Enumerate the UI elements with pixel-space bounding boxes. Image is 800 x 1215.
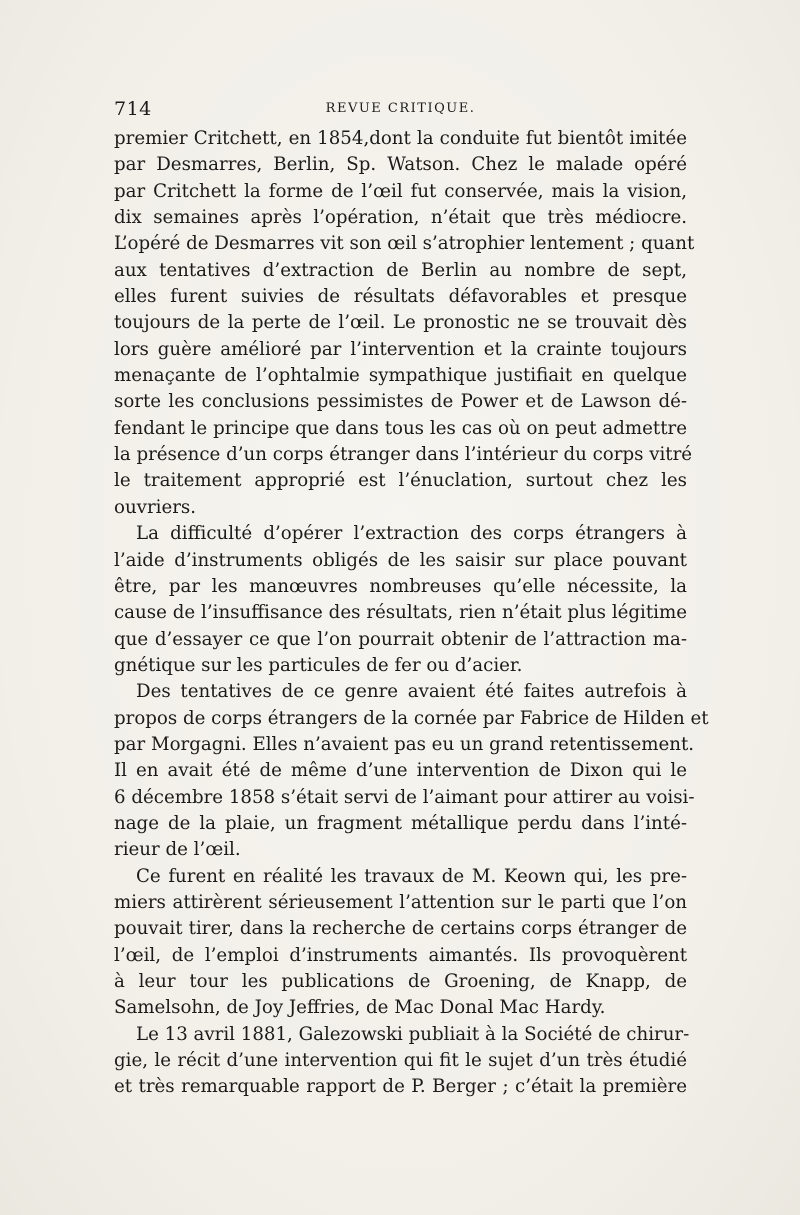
text-line: toujours de la perte de l’œil. Le pronostic ne se trouvait dès — [114, 312, 687, 334]
text-line: lors guère amélioré par l’intervention et la crainte toujours — [114, 338, 687, 360]
text-line: Il en avait été de même d’une intervention de Dixon qui le — [114, 760, 687, 782]
running-head: REVUE CRITIQUE. — [325, 101, 476, 116]
page-number: 714 — [114, 98, 152, 120]
text-line: Des tentatives de ce genre avaient été faites autrefois à — [136, 681, 687, 703]
text-line: gnétique sur les particules de fer ou d’acier. — [114, 654, 523, 676]
text-line: menaçante de l’ophtalmie sympathique justifiait en quelque — [114, 365, 687, 387]
text-line: fendant le principe que dans tous les cas où on peut admettre — [114, 417, 687, 439]
text-line: gie, le récit d’une intervention qui fit le sujet d’un très étudié — [114, 1050, 687, 1072]
text-line: par Desmarres, Berlin, Sp. Watson. Chez le malade opéré — [114, 154, 687, 176]
text-line: que d’essayer ce que l’on pourrait obtenir de l’attraction ma- — [114, 628, 687, 650]
text-line: par Morgagni. Elles n’avaient pas eu un grand retentissement. — [114, 733, 695, 755]
text-line: l’œil, de l’emploi d’instruments aimantés. Ils provoquèrent — [114, 944, 687, 966]
text-line: sorte les conclusions pessimistes de Power et de Lawson dé- — [114, 391, 687, 413]
page-header — [114, 98, 687, 126]
text-line: premier Critchett, en 1854,dont la conduite fut bientôt imitée — [114, 128, 687, 149]
text-line: rieur de l’œil. — [114, 839, 241, 861]
text-line: L’opéré de Desmarres vit son œil s’atrophier lentement ; quant — [114, 233, 695, 255]
text-line: propos de corps étrangers de la cornée par Fabrice de Hilden et — [114, 707, 709, 729]
text-line: 6 décembre 1858 s’était servi de l’aimant pour attirer au voisi- — [114, 786, 695, 808]
text-line: nage de la plaie, un fragment métallique perdu dans l’inté- — [114, 812, 687, 834]
text-line: elles furent suivies de résultats défavorables et presque — [114, 286, 687, 308]
text-line: dix semaines après l’opération, n’était que très médiocre. — [114, 207, 687, 229]
text-line: pouvait tirer, dans la recherche de certains corps étranger de — [114, 918, 687, 940]
text-line: aux tentatives d’extraction de Berlin au nombre de sept, — [114, 259, 687, 281]
text-line: ouvriers. — [114, 496, 197, 518]
text-line: et très remarquable rapport de P. Berger ; c’était la première — [114, 1076, 687, 1098]
text-line: le traitement approprié est l’énuclation, surtout chez les — [114, 470, 687, 492]
text-line: Le 13 avril 1881, Galezowski publiait à la Société de chirur- — [136, 1023, 690, 1045]
text-line: l’aide d’instruments obligés de les saisir sur place pouvant — [114, 549, 687, 571]
text-line: la présence d’un corps étranger dans l’intérieur du corps vitré — [114, 444, 693, 466]
body-text — [114, 126, 709, 1101]
text-line: par Critchett la forme de l’œil fut conservée, mais la vision, — [114, 180, 687, 202]
text-line: à leur tour les publications de Groening, de Knapp, de — [114, 971, 687, 992]
text-line: être, par les manœuvres nombreuses qu’elle nécessite, la — [114, 575, 687, 597]
text-line: miers attirèrent sérieusement l’attention sur le parti que l’on — [114, 891, 687, 913]
text-line: Ce furent en réalité les travaux de M. Keown qui, les pre- — [136, 865, 687, 887]
text-line: cause de l’insuffisance des résultats, rien n’était plus légitime — [114, 602, 687, 624]
text-line: Samelsohn, de Joy Jeffries, de Mac Donal Mac Hardy. — [114, 997, 606, 1019]
text-line: La difficulté d’opérer l’extraction des corps étrangers à — [136, 523, 687, 545]
